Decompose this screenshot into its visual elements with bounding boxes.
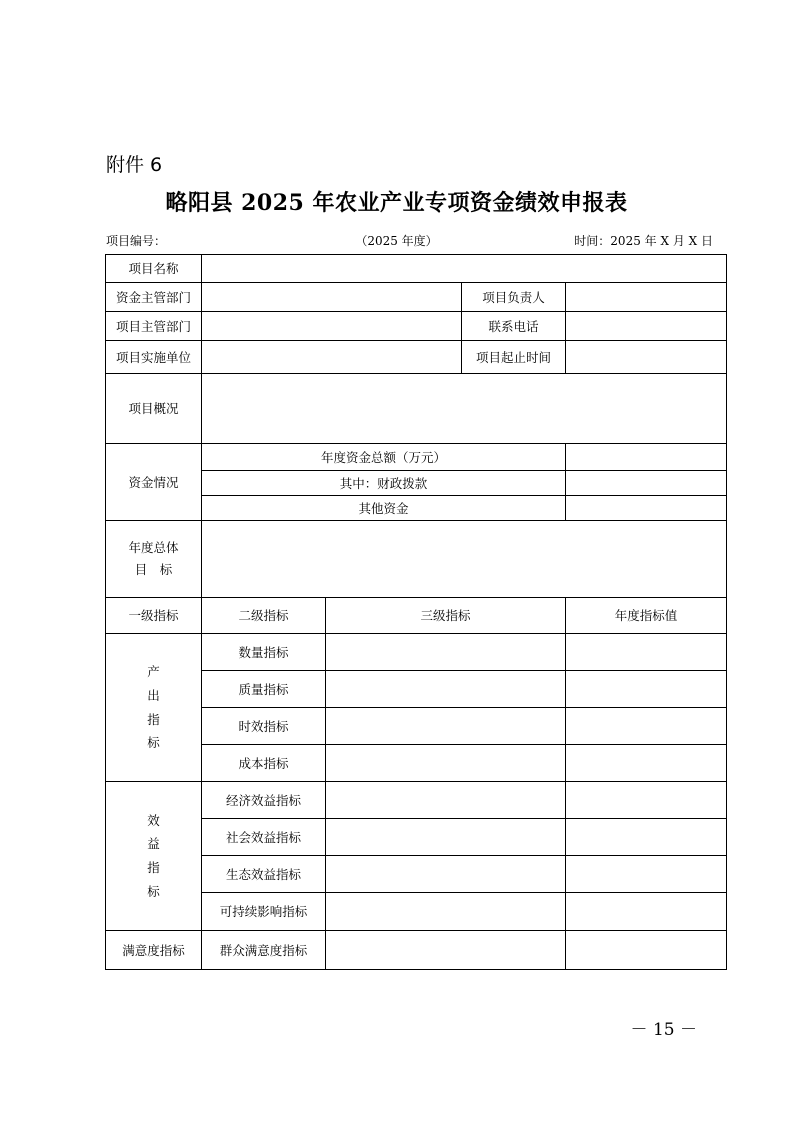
fund-other-field[interactable] [566, 496, 727, 521]
ecological-indicator: 生态效益指标 [202, 856, 326, 893]
output-char: 产 [147, 664, 160, 679]
page-title: 略阳县 2025 年农业产业专项资金绩效申报表 [165, 190, 628, 216]
annual-goal-field[interactable] [202, 521, 727, 598]
project-name-label: 项目名称 [106, 255, 202, 283]
satisfaction-indicator-label: 满意度指标 [106, 931, 202, 970]
benefit-char: 标 [147, 883, 160, 899]
social-value-field[interactable] [566, 819, 727, 856]
header-level1: 一级指标 [106, 598, 202, 634]
impl-unit-field[interactable] [202, 341, 462, 374]
quality-level3-field[interactable] [326, 671, 566, 708]
project-name-field[interactable] [202, 255, 727, 283]
satisfaction-level3-field[interactable] [326, 931, 566, 970]
quality-indicator: 质量指标 [202, 671, 326, 708]
project-leader-field[interactable] [566, 283, 727, 312]
social-indicator: 社会效益指标 [202, 819, 326, 856]
benefit-indicator-label [106, 782, 202, 931]
ecological-level3-field[interactable] [326, 856, 566, 893]
contact-phone-field[interactable] [566, 312, 727, 341]
sustainability-value-field[interactable] [566, 893, 727, 931]
timeliness-value-field[interactable] [566, 708, 727, 745]
annual-goal-label-line2: 目 标 [134, 562, 173, 577]
economic-level3-field[interactable] [326, 782, 566, 819]
fund-fiscal-label: 其中：财政拨款 [202, 471, 566, 496]
header-level3: 三级指标 [326, 598, 566, 634]
fund-fiscal-field[interactable] [566, 471, 727, 496]
year-label: （2025 年度） [355, 234, 438, 248]
project-leader-label: 项目负责人 [462, 283, 566, 312]
header-value: 年度指标值 [566, 598, 727, 634]
quantity-value-field[interactable] [566, 634, 727, 671]
attachment-label: 附件 6 [106, 154, 163, 176]
timeliness-indicator: 时效指标 [202, 708, 326, 745]
cost-value-field[interactable] [566, 745, 727, 782]
contact-phone-label: 联系电话 [462, 312, 566, 341]
funds-label: 资金情况 [106, 444, 202, 521]
annual-goal-label-line1: 年度总体 [128, 539, 179, 555]
timeliness-level3-field[interactable] [326, 708, 566, 745]
output-char: 指 [147, 711, 160, 727]
fund-total-label: 年度资金总额（万元） [202, 444, 566, 471]
quantity-indicator: 数量指标 [202, 634, 326, 671]
date-label: 时间：2025 年 X 月 X 日 [574, 234, 713, 248]
start-end-label: 项目起止时间 [462, 341, 566, 374]
ecological-value-field[interactable] [566, 856, 727, 893]
fund-dept-field[interactable] [202, 283, 462, 312]
project-dept-field[interactable] [202, 312, 462, 341]
header-level2: 二级指标 [202, 598, 326, 634]
impl-unit-label: 项目实施单位 [106, 341, 202, 374]
overview-label: 项目概况 [106, 374, 202, 444]
economic-value-field[interactable] [566, 782, 727, 819]
sustainability-level3-field[interactable] [326, 893, 566, 931]
start-end-field[interactable] [566, 341, 727, 374]
output-indicator-label [106, 634, 202, 782]
cost-indicator: 成本指标 [202, 745, 326, 782]
application-form-table [105, 254, 727, 970]
cost-level3-field[interactable] [326, 745, 566, 782]
output-char: 标 [147, 735, 160, 751]
sustainability-indicator: 可持续影响指标 [202, 893, 326, 931]
fund-other-label: 其他资金 [202, 496, 566, 521]
quantity-level3-field[interactable] [326, 634, 566, 671]
fund-dept-label: 资金主管部门 [106, 283, 202, 312]
annual-goal-label [106, 521, 202, 598]
benefit-char: 效 [147, 812, 160, 828]
fund-total-field[interactable] [566, 444, 727, 471]
project-dept-label: 项目主管部门 [106, 312, 202, 341]
output-char: 出 [147, 687, 160, 703]
page-number: － 15 － [630, 1020, 697, 1040]
satisfaction-value-field[interactable] [566, 931, 727, 970]
benefit-char: 益 [147, 836, 160, 852]
public-satisfaction-indicator: 群众满意度指标 [202, 931, 326, 970]
quality-value-field[interactable] [566, 671, 727, 708]
project-number-label: 项目编号： [106, 234, 167, 248]
benefit-char: 指 [147, 860, 160, 875]
social-level3-field[interactable] [326, 819, 566, 856]
economic-indicator: 经济效益指标 [202, 782, 326, 819]
overview-field[interactable] [202, 374, 727, 444]
